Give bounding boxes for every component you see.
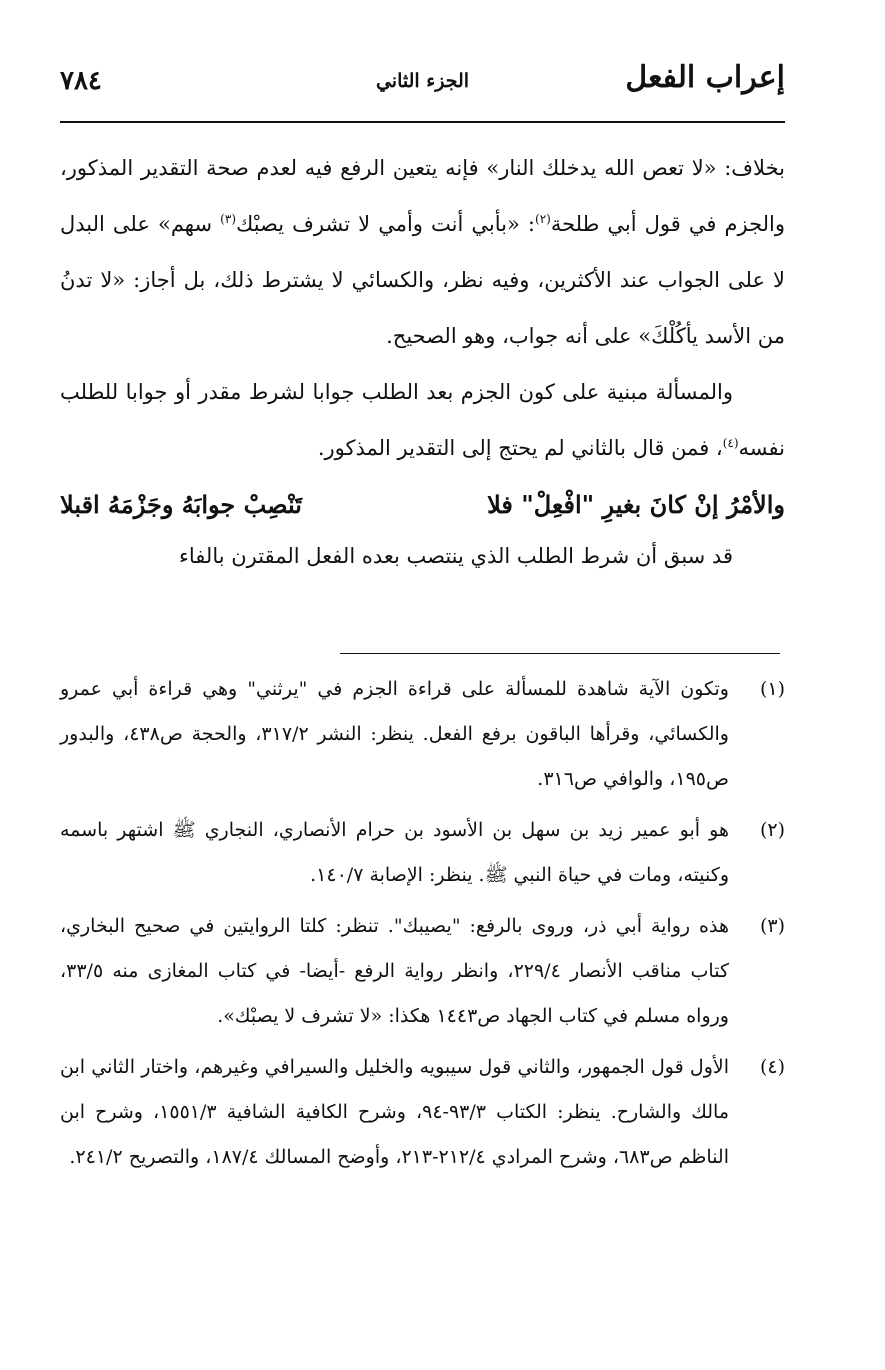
paragraph: قد سبق أن شرط الطلب الذي ينتصب بعده الفعل المقترن بالفاء bbox=[179, 544, 733, 568]
footnote-text: الأول قول الجمهور، والثاني قول سيبويه والخليل والسيرافي وغيرهم، واختار الثاني ابن مالك والشارح. ينظر: الكتاب ٩٣/٣-٩٤، وشرح الكافية الشافية ١٥٥١/٣، وشرح ابن الناظم ص٦٨٣، وشرح المرادي ٢١٢/٤-٢١٣، وأوضح المسالك ١٨٧/٤، والتصريح ٢٤١/٢. bbox=[60, 1056, 730, 1168]
footnote-ref: (٤) bbox=[722, 436, 739, 450]
footnote-number: (٤) bbox=[759, 1056, 785, 1078]
paragraph-text: : «بأبي أنت وأمي لا تشرف يصبْك bbox=[236, 212, 535, 236]
footnote bbox=[60, 904, 785, 1039]
footnote-number: (١) bbox=[759, 678, 785, 700]
footnote-text: هذه رواية أبي ذر، وروى بالرفع: "يصيبك". تنظر: كلتا الروايتين في صحيح البخاري، كتاب مناقب الأنصار ٢٢٩/٤، وانظر رواية الرفع -أيضا- في كتاب المغازى منه ٣٣/٥، ورواه مسلم في كتاب الجهاد ص١٤٤٣ هكذا: «لا تشرف لا يصبْك». bbox=[60, 915, 729, 1027]
footnote bbox=[60, 808, 785, 898]
footnote bbox=[60, 1045, 785, 1180]
footnote-number: (٣) bbox=[759, 915, 785, 937]
verse-second-hemistich: تَنْصِبْ جوابَهُ وجَزْمَهُ اقبلا bbox=[60, 490, 302, 519]
volume-label: الجزء الثاني bbox=[375, 70, 470, 92]
paragraph-text: ، فمن قال بالثاني لم يحتج إلى التقدير المذكور. bbox=[317, 436, 723, 460]
paragraph-text: سهم» على البدل لا على الجواب عند الأكثرين، وفيه نظر، والكسائي لا يشترط ذلك، بل أجاز: «لا تدنُ من الأسد يأكُلْكَ» على أنه جواب، وهو الصحيح. bbox=[60, 212, 785, 348]
footnotes bbox=[60, 667, 785, 1186]
verse-first-hemistich: والأمْرُ إنْ كانَ بغيرِ "افْعِلْ" فلا bbox=[487, 490, 785, 519]
paragraph-text: بخلاف: «لا تعص الله يدخلك النار» فإنه يتعين الرفع فيه لعدم صحة التقدير المذكور، والجزم في قول أبي طلحة bbox=[60, 156, 785, 236]
verse-line bbox=[60, 482, 785, 528]
page-header bbox=[60, 60, 785, 112]
running-title: إعراب الفعل bbox=[625, 60, 785, 95]
page-number: ٧٨٤ bbox=[60, 66, 102, 96]
footnote-ref: (٢) bbox=[535, 212, 551, 226]
paragraph-text: والمسألة مبنية على كون الجزم بعد الطلب جوابا لشرط مقدر أو جوابا للطلب نفسه bbox=[60, 380, 785, 460]
footnote-text: هو أبو عمير زيد بن سهل بن الأسود بن حرام الأنصاري، النجاري ﷺ اشتهر باسمه وكنيته، ومات في حياة النبي ﷺ. ينظر: الإصابة ١٤٠/٧. bbox=[60, 819, 729, 886]
header-rule bbox=[60, 121, 785, 123]
main-text bbox=[60, 140, 785, 584]
footnote-number: (٢) bbox=[759, 819, 785, 841]
footnote-separator bbox=[340, 653, 780, 654]
footnote bbox=[60, 667, 785, 802]
paragraph bbox=[60, 140, 785, 364]
footnote-text: وتكون الآية شاهدة للمسألة على قراءة الجزم في "يرثني" وهي قراءة أبي عمرو والكسائي، وقرأها الباقون برفع الفعل. ينظر: النشر ٣١٧/٢، والحجة ص٤٣٨، والبدور ص١٩٥، والوافي ص٣١٦. bbox=[60, 678, 729, 790]
footnote-ref: (٣) bbox=[220, 212, 236, 226]
paragraph bbox=[60, 364, 785, 476]
